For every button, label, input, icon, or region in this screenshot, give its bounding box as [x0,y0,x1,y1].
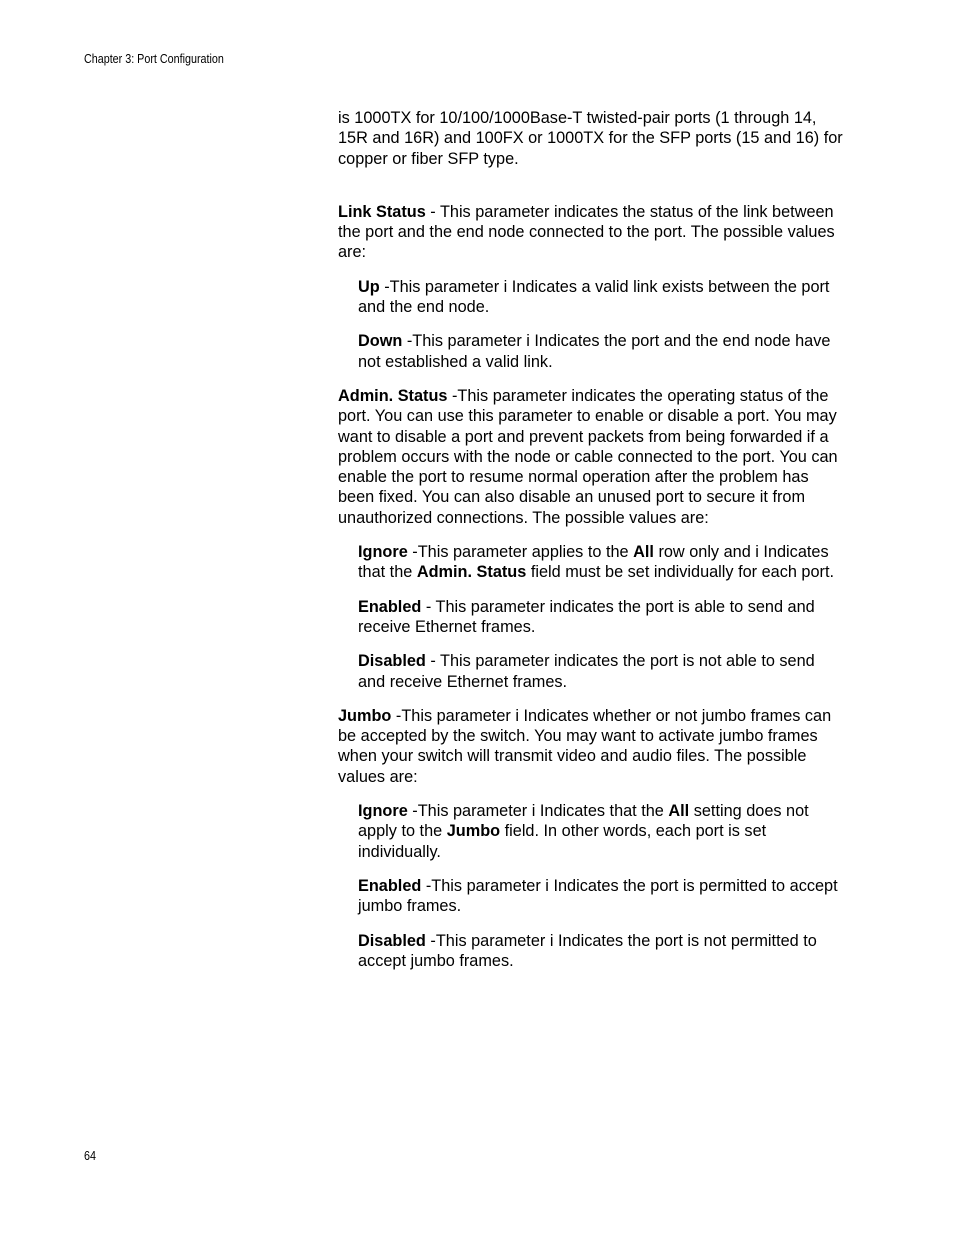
link-status-down-item [338,331,843,372]
jumbo-ignore-item [338,801,843,862]
admin-ignore-bold-2: Admin. Status [416,563,527,582]
intro-paragraph: is 1000TX for 10/100/1000Base-T twisted-pair ports (1 through 14, 15R and 16R) and 100FX or 1000TX for the SFP ports (15 and 16) for copper or fiber SFP type. [338,109,843,168]
admin-status-term: Admin. Status [338,386,448,405]
jumbo-ignore-bold-2: Jumbo [446,822,501,841]
jumbo-paragraph [338,706,843,787]
jumbo-ignore-text-1: -This parameter i Indicates that the [407,802,669,821]
link-status-paragraph [338,202,843,263]
jumbo-disabled-desc: -This parameter i Indicates the port is not permitted to accept jumbo frames. [358,931,817,970]
admin-ignore-bold-1: All [633,543,654,562]
admin-ignore-term: Ignore [358,543,408,562]
jumbo-enabled-term: Enabled [358,876,422,895]
jumbo-enabled-item [338,876,843,917]
admin-ignore-text-3: field must be set individually for each port. [526,563,835,582]
jumbo-ignore-text-2: setting does not apply to the [358,802,809,841]
admin-disabled-desc: - This parameter indicates the port is not able to send and receive Ethernet frames. [358,652,815,691]
jumbo-ignore-text-3: field. In other words, each port is set individually. [358,822,767,861]
jumbo-term: Jumbo [338,706,392,725]
up-term: Up [358,277,380,296]
admin-status-paragraph [338,386,843,528]
admin-ignore-text-2: row only and i Indicates that the [358,543,829,582]
admin-enabled-term: Enabled [358,597,422,616]
running-header: Chapter 3: Port Configuration [84,52,224,66]
admin-status-desc: -This parameter indicates the operating status of the port. You can use this parameter to enable or disable a port. You may want to disable a port and prevent packets from being forwarded if a problem occurs with the node or cable connected to the port. You can enable the port to resume normal operation after the problem has been fixed. You can also disable an unused port to secure it from unauthorized connections. The possible values are: [338,386,838,527]
admin-disabled-term: Disabled [358,652,426,671]
admin-status-ignore-item [338,542,843,583]
jumbo-ignore-bold-1: All [668,802,690,821]
jumbo-ignore-term: Ignore [358,802,408,821]
down-desc: -This parameter i Indicates the port and the end node have not established a valid link. [358,332,831,371]
body-text [338,108,843,985]
page-number: 64 [84,1149,96,1163]
admin-ignore-text-1: -This parameter applies to the [407,543,634,562]
link-status-desc: - This parameter indicates the status of the link between the port and the end node connected to the port. The possible values are: [338,202,835,262]
jumbo-disabled-item [338,931,843,972]
link-status-up-item [338,277,843,318]
jumbo-desc: -This parameter i Indicates whether or not jumbo frames can be accepted by the switch. You may want to activate jumbo frames when your switch will transmit video and audio files. The possible values are: [338,706,832,786]
jumbo-disabled-term: Disabled [358,931,426,950]
admin-status-enabled-item [338,597,843,638]
admin-status-disabled-item [338,651,843,692]
jumbo-enabled-desc: -This parameter i Indicates the port is permitted to accept jumbo frames. [358,876,838,916]
link-status-term: Link Status [338,202,426,221]
down-term: Down [358,332,403,351]
up-desc: -This parameter i Indicates a valid link exists between the port and the end node. [358,277,830,317]
admin-enabled-desc: - This parameter indicates the port is able to send and receive Ethernet frames. [358,597,815,636]
